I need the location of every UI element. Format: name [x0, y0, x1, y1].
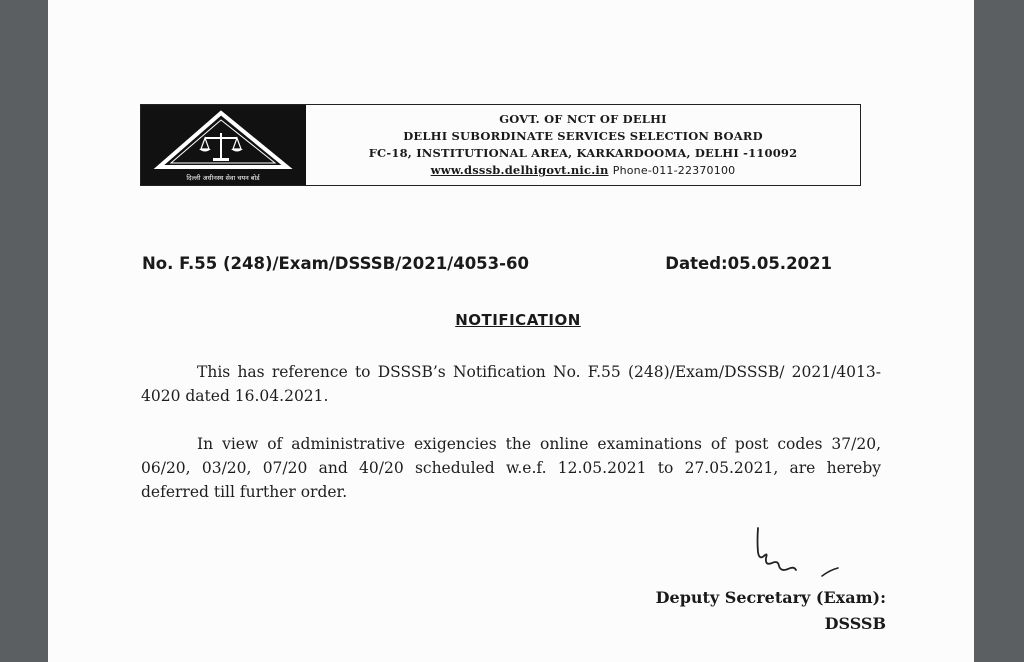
contact-line [431, 162, 736, 179]
page-title: NOTIFICATION [455, 311, 581, 329]
reference-number: No. F.55 (248)/Exam/DSSSB/2021/4053-60 [142, 254, 529, 273]
logo-tagline: दिल्ली अधीनस्थ सेवा चयन बोर्ड [186, 174, 260, 182]
letterhead-text [306, 105, 860, 185]
signatory-designation: Deputy Secretary (Exam): [655, 588, 886, 607]
signatory-block [656, 585, 886, 637]
website-link[interactable]: www.dsssb.delhigovt.nic.in [430, 163, 609, 177]
dsssb-emblem-icon [141, 105, 306, 185]
document-page [48, 0, 974, 662]
viewer-right-margin [974, 0, 1024, 662]
signatory-organization: DSSSB [824, 614, 886, 633]
letterhead [140, 104, 861, 186]
dsssb-logo [141, 105, 306, 185]
handwritten-signature [748, 526, 858, 590]
viewer-left-margin [0, 0, 48, 662]
paragraph-reference [141, 360, 881, 408]
reference-line [142, 254, 832, 273]
board-name: DELHI SUBORDINATE SERVICES SELECTION BOARD [403, 129, 763, 143]
signature-icon [748, 526, 858, 586]
board-address: FC-18, INSTITUTIONAL AREA, KARKARDOOMA, DELHI -110092 [368, 146, 798, 160]
paragraph-text: This has reference to DSSSB’s Notification No. F.55 (248)/Exam/DSSSB/ 2021/4013-4020 dated 16.04.2021. [141, 363, 881, 405]
notification-heading [48, 310, 974, 329]
paragraph-text: In view of administrative exigencies the online examinations of post codes 37/20, 06/20, 03/20, 07/20 and 40/20 scheduled w.e.f. 12.05.2021 to 27.05.2021, are hereby deferred till further order. [141, 435, 881, 501]
paragraph-deferment [141, 432, 881, 504]
govt-line: GOVT. OF NCT OF DELHI [499, 112, 667, 126]
phone-number: Phone-011-22370100 [612, 164, 736, 177]
reference-date: Dated:05.05.2021 [665, 254, 832, 273]
